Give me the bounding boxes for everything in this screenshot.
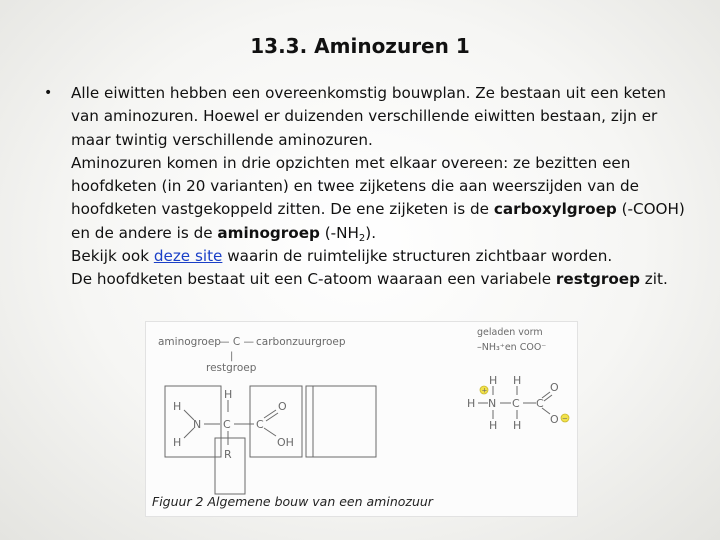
charged-h-bottom-2: H	[513, 419, 522, 432]
carboxyl-group-box-edge	[306, 386, 313, 457]
bullet-body	[71, 82, 694, 292]
deze-site-link[interactable]: deze site	[153, 247, 223, 266]
charged-form-formula: –NH₃⁺en COO⁻	[477, 342, 547, 353]
atom-c-alpha: C	[223, 418, 231, 431]
charged-o-top: O	[550, 381, 559, 394]
charged-n: N	[488, 397, 497, 410]
charged-h-top-1: H	[489, 374, 498, 387]
atom-oh: OH	[277, 436, 294, 449]
term-carboxylgroep: carboxylgroep	[493, 200, 617, 219]
bullet-item	[44, 82, 694, 292]
paragraph-text: Bekijk ook	[71, 247, 154, 266]
atom-r: R	[224, 448, 232, 461]
paragraph-text: zit.	[639, 270, 668, 289]
charged-o-bottom: O	[550, 413, 559, 426]
atom-n: N	[193, 418, 202, 431]
term-restgroep: restgroep	[555, 270, 640, 289]
paragraph-text: (-NH	[319, 223, 359, 242]
charged-h-top-2: H	[513, 374, 522, 387]
rest-group-box	[215, 438, 245, 494]
paragraph-site	[71, 245, 694, 268]
amino-acid-diagram	[146, 322, 577, 516]
charged-c-carboxyl: C	[536, 397, 544, 410]
legend-restgroep: restgroep	[206, 362, 257, 374]
charged-h-bottom-1: H	[489, 419, 498, 432]
paragraph-text: ).	[365, 223, 377, 242]
legend-bar: |	[230, 351, 234, 362]
carboxyl-group-box	[313, 386, 376, 457]
legend-carbonzuurgroep: carbonzuurgroep	[256, 336, 346, 348]
plus-sign: +	[481, 386, 488, 395]
group-boxes	[165, 386, 376, 494]
charged-h-left: H	[467, 397, 476, 410]
atom-c-carboxyl: C	[256, 418, 264, 431]
amino-acid-figure	[145, 321, 578, 517]
paragraph-text: (-COOH) en de andere is de	[71, 200, 685, 242]
paragraph-text: Aminozuren komen in drie opzichten met elkaar overeen: ze bezitten een hoofdketen (in 20 varianten) en twee zijketens die aan weerszijden van de hoofdketen vastgekoppeld zitten. De ene zijketen is de	[71, 153, 639, 219]
charged-c-alpha: C	[512, 397, 520, 410]
charged-form-label: geladen vorm	[477, 327, 543, 338]
figure-caption: Figuur 2 Algemene bouw van een aminozuur	[152, 494, 433, 509]
term-aminogroep: aminogroep	[217, 223, 320, 242]
bullet-marker: •	[44, 85, 53, 101]
paragraph-intro: Alle eiwitten hebben een overeenkomstig bouwplan. Ze bestaan uit een keten van aminozuren. Hoewel er duizenden verschillende eiwitten bestaan, zijn er maar twintig verschillende aminozuren.	[71, 84, 667, 149]
atom-h-bottom: H	[173, 436, 182, 449]
legend-dash-c: — C —	[219, 336, 255, 348]
slide-title: 13.3. Aminozuren 1	[250, 34, 470, 58]
paragraph-text: waarin de ruimtelijke structuren zichtbaar worden.	[222, 247, 613, 266]
paragraph-overeenkomsten	[71, 152, 694, 245]
paragraph-text: De hoofdketen bestaat uit een C-atoom waaraan een variabele	[71, 270, 556, 289]
minus-sign: −	[562, 414, 568, 423]
atom-o: O	[278, 400, 287, 413]
subscript-2: 2	[358, 232, 366, 244]
atom-h-top: H	[173, 400, 182, 413]
atom-h-alpha: H	[224, 388, 233, 401]
legend-aminogroep: aminogroep	[158, 336, 221, 348]
paragraph-hoofdketen	[71, 268, 694, 291]
